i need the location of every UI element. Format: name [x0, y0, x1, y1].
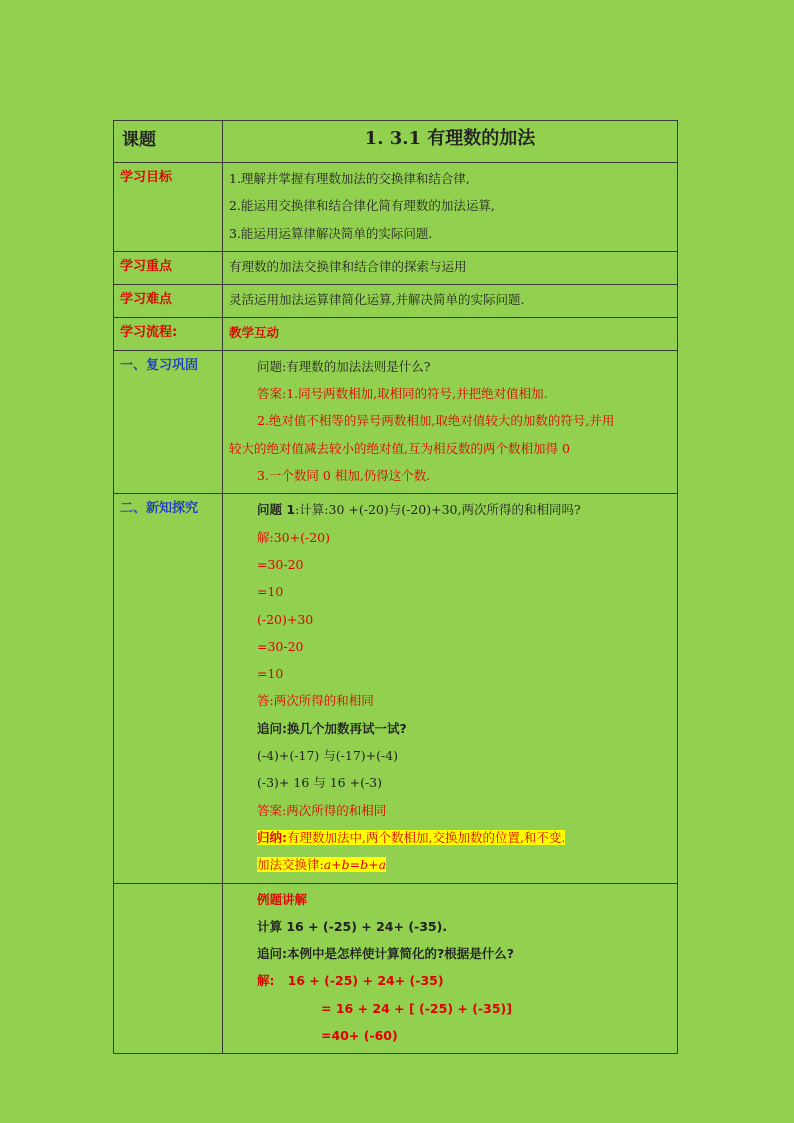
difficulty-label: 学习难点 — [114, 284, 223, 317]
example-solution-line-1: 16 + (-25) + 24+ (-35) — [287, 973, 444, 989]
objective-line: 2.能运用交换律和结合律化简有理数的加法运算, — [229, 198, 495, 214]
example-solution-prefix: 解: — [257, 973, 275, 989]
summary-highlight — [257, 830, 565, 845]
question-1 — [229, 496, 671, 523]
difficulty-text: 灵活运用加法运算律简化运算,并解决简单的实际问题. — [223, 284, 678, 317]
process-text: 教学互动 — [223, 317, 678, 350]
solution-line: =30-20 — [257, 556, 304, 572]
explore-answer: 答案:两次所得的和相同 — [257, 802, 387, 818]
summary-prefix: 归纳: — [257, 829, 287, 845]
example-label-cell — [114, 883, 223, 1054]
review-cell — [223, 350, 678, 493]
summary — [229, 824, 671, 851]
question-1-text: :计算:30 +(-20)与(-20)+30,两次所得的和相同吗? — [295, 502, 581, 518]
law-prefix: 加法交换律: — [257, 857, 324, 873]
review-answer-2a: 2.绝对值不相等的异号两数相加,取绝对值较大的加数的符号,并用 — [257, 413, 615, 429]
law-highlight — [257, 857, 386, 872]
header-label: 课题 — [114, 121, 223, 163]
page-title: 1. 3.1 有理数的加法 — [223, 121, 678, 163]
lesson-plan-table — [113, 120, 678, 1054]
solution-line: =10 — [257, 584, 284, 600]
example-cell — [223, 883, 678, 1054]
example-solution-1 — [229, 967, 671, 994]
followup-question: 追问:换几个加数再试一试? — [257, 720, 407, 736]
example-solution-line-3: =40+ (-60) — [321, 1028, 398, 1044]
explore-cell — [223, 494, 678, 883]
example-heading: 例题讲解 — [257, 891, 308, 907]
key-point-label: 学习重点 — [114, 251, 223, 284]
review-question: 问题:有理数的加法法则是什么? — [257, 358, 431, 374]
example-followup: 追问:本例中是怎样使计算简化的?根据是什么? — [257, 946, 515, 962]
objectives-cell — [223, 163, 678, 252]
objectives-label: 学习目标 — [114, 163, 223, 252]
review-answer-2b: 较大的绝对值减去较小的绝对值,互为相反数的两个数相加得 0 — [229, 440, 570, 456]
explore-label: 二、新知探究 — [114, 494, 223, 883]
review-answer-1: 答案:1.同号两数相加,取相同的符号,并把绝对值相加. — [257, 386, 548, 402]
expression-2: (-3)+ 16 与 16 +(-3) — [257, 775, 383, 791]
objective-line: 3.能运用运算律解决简单的实际问题. — [229, 225, 433, 241]
review-label: 一、复习巩固 — [114, 350, 223, 493]
process-label: 学习流程: — [114, 317, 223, 350]
solution-line: =10 — [257, 666, 284, 682]
expression-1: (-4)+(-17) 与(-17)+(-4) — [257, 748, 399, 764]
question-1-prefix: 问题 1 — [257, 502, 296, 518]
solution-line: 答:两次所得的和相同 — [257, 693, 374, 709]
commutative-law — [229, 851, 671, 878]
example-solution-line-2: = 16 + 24 + [ (-25) + (-35)] — [321, 1000, 512, 1016]
objective-line: 1.理解并掌握有理数加法的交换律和结合律, — [229, 171, 470, 186]
law-formula: a+b=b+a — [323, 857, 387, 873]
solution-line: =30-20 — [257, 638, 304, 654]
solution-line: (-20)+30 — [257, 611, 314, 627]
key-point-text: 有理数的加法交换律和结合律的探索与运用 — [223, 251, 678, 284]
review-answer-3: 3.一个数同 0 相加,仍得这个数. — [257, 468, 431, 484]
solution-line: 解:30+(-20) — [257, 529, 330, 545]
example-problem: 计算 16 + (-25) + 24+ (-35). — [257, 918, 448, 934]
summary-text: 有理数加法中,两个数相加,交换加数的位置,和不变. — [287, 829, 566, 845]
